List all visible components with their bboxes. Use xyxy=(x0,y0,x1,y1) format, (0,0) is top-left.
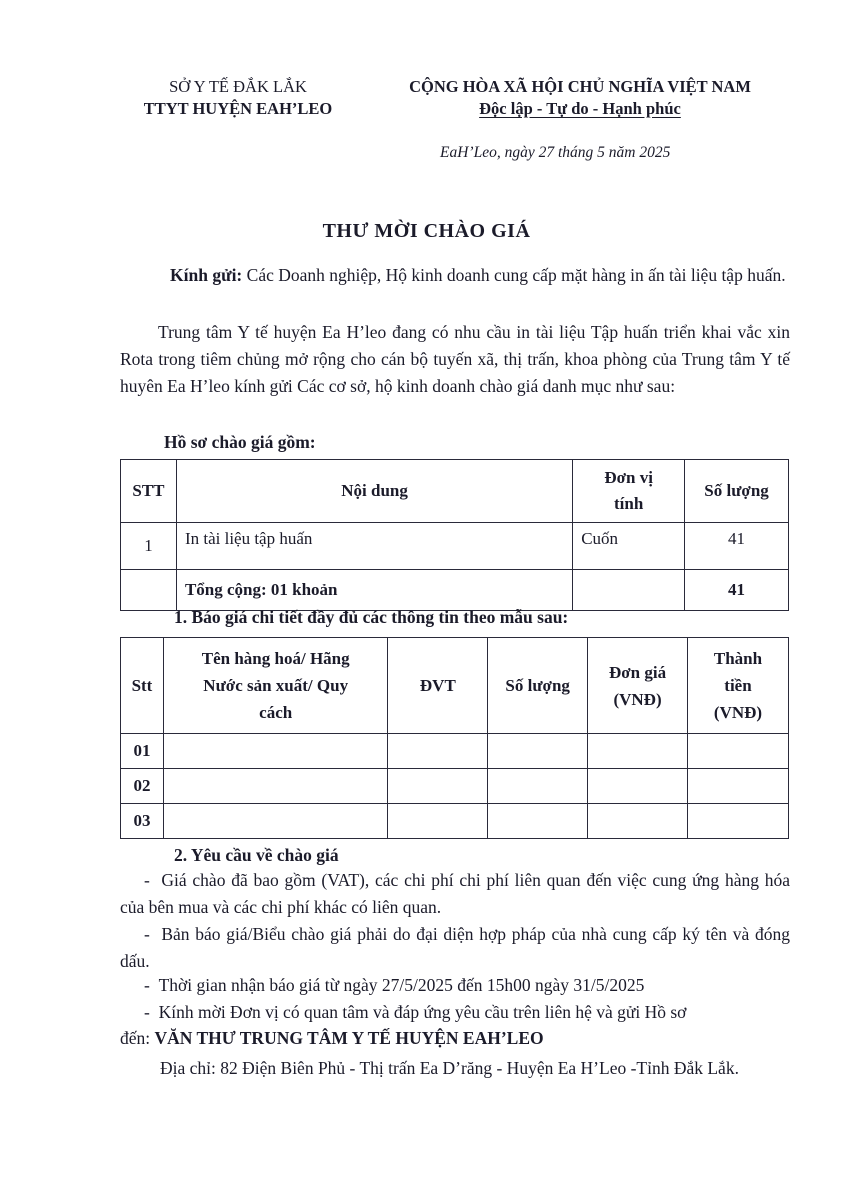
cell-stt: 1 xyxy=(121,523,177,570)
header-quantity: Số lượng xyxy=(685,460,789,523)
cell-empty xyxy=(688,769,789,804)
cell-quantity: 41 xyxy=(685,523,789,570)
bullet-dash: - xyxy=(144,975,159,995)
requirement-text: Bản báo giá/Biểu chào giá phải do đại diện hợp pháp của nhà cung cấp ký tên và đóng dấu. xyxy=(120,924,790,971)
dossier-heading: Hồ sơ chào giá gồm: xyxy=(164,432,316,452)
bullet-dash: - xyxy=(144,870,162,890)
republic-title: CỘNG HÒA XÃ HỘI CHỦ NGHĨA VIỆT NAM xyxy=(409,77,751,96)
national-motto: Độc lập - Tự do - Hạnh phúc xyxy=(479,99,681,118)
quote-template-table xyxy=(120,637,789,839)
header-quantity: Số lượng xyxy=(488,638,588,734)
agency-name: SỞ Y TẾ ĐẮK LẮK xyxy=(169,77,307,96)
cell-empty xyxy=(573,570,685,611)
table-row xyxy=(121,523,789,570)
intro-paragraph: Trung tâm Y tế huyện Ea H’leo đang có nhu cầu in tài liệu Tập huấn triển khai vắc xin Rota trong tiêm chủng mở rộng cho cán bộ tuyến xã, thị trấn, khoa phòng của Trung tâm Y tế huyên Ea H’leo kính gửi Các cơ sở, hộ kinh doanh chào giá danh mục như sau: xyxy=(120,322,790,396)
cell-empty xyxy=(488,769,588,804)
cell-empty xyxy=(163,769,388,804)
address: Địa chỉ: 82 Điện Biên Phủ - Thị trấn Ea D’răng - Huyện Ea H’Leo -Tỉnh Đắk Lắk. xyxy=(160,1058,739,1078)
national-header xyxy=(380,76,780,120)
total-quantity: 41 xyxy=(685,570,789,611)
table-row xyxy=(121,769,789,804)
cell-empty xyxy=(388,734,488,769)
section-2-heading: 2. Yêu cầu về chào giá xyxy=(174,845,339,865)
total-row xyxy=(121,570,789,611)
cell-empty xyxy=(388,769,488,804)
document-title: THƯ MỜI CHÀO GIÁ xyxy=(322,220,531,242)
send-to-recipient: VĂN THƯ TRUNG TÂM Y TẾ HUYỆN EAH’LEO xyxy=(154,1028,544,1048)
requirement-item xyxy=(120,972,790,999)
header-total: Thành tiền (VNĐ) xyxy=(688,638,789,734)
table-header-row xyxy=(121,460,789,523)
section-1-heading: 1. Báo giá chi tiết đầy đủ các thông tin theo mẫu sau: xyxy=(174,607,569,627)
table-row xyxy=(121,804,789,839)
header-unit: ĐVT xyxy=(388,638,488,734)
cell-empty xyxy=(121,570,177,611)
requirement-text: Giá chào đã bao gồm (VAT), các chi phí chi phí liên quan đến việc cung ứng hàng hóa của bên mua và các chi phí khác có liên quan. xyxy=(120,870,790,917)
dossier-table xyxy=(120,459,789,611)
requirement-item xyxy=(120,921,790,975)
organization-name: TTYT HUYỆN EAH’LEO xyxy=(143,99,333,118)
table-row xyxy=(121,734,789,769)
cell-empty xyxy=(488,734,588,769)
row-number: 01 xyxy=(121,734,164,769)
header-unit: Đơn vị tính xyxy=(573,460,685,523)
header-unit-price: Đơn giá (VNĐ) xyxy=(588,638,688,734)
cell-empty xyxy=(588,769,688,804)
agency-header xyxy=(118,76,358,120)
greeting-label: Kính gửi: xyxy=(170,265,243,285)
cell-empty xyxy=(588,804,688,839)
bullet-dash: - xyxy=(144,924,162,944)
cell-empty xyxy=(688,734,789,769)
cell-empty xyxy=(388,804,488,839)
row-number: 03 xyxy=(121,804,164,839)
cell-empty xyxy=(688,804,789,839)
cell-content: In tài liệu tập huấn xyxy=(176,523,572,570)
send-to-prefix: đến: xyxy=(120,1028,155,1048)
cell-empty xyxy=(163,734,388,769)
cell-empty xyxy=(588,734,688,769)
cell-empty xyxy=(488,804,588,839)
document-date: EaH’Leo, ngày 27 tháng 5 năm 2025 xyxy=(440,144,671,161)
header-content: Nội dung xyxy=(176,460,572,523)
bullet-dash: - xyxy=(144,1002,159,1022)
row-number: 02 xyxy=(121,769,164,804)
cell-unit: Cuốn xyxy=(573,523,685,570)
header-product: Tên hàng hoá/ Hãng Nước sản xuất/ Quy cách xyxy=(163,638,388,734)
requirement-text: Thời gian nhận báo giá từ ngày 27/5/2025 đến 15h00 ngày 31/5/2025 xyxy=(158,975,645,995)
header-stt: STT xyxy=(121,460,177,523)
total-label: Tổng cộng: 01 khoản xyxy=(176,570,572,611)
greeting xyxy=(120,262,790,289)
requirement-text: Kính mời Đơn vị có quan tâm và đáp ứng yêu cầu trên liên hệ và gửi Hồ sơ xyxy=(158,1002,687,1022)
cell-empty xyxy=(163,804,388,839)
greeting-text: Các Doanh nghiệp, Hộ kinh doanh cung cấp mặt hàng in ấn tài liệu tập huấn. xyxy=(242,265,786,285)
requirement-item xyxy=(120,999,790,1026)
table-header-row xyxy=(121,638,789,734)
send-to xyxy=(120,1025,790,1052)
header-stt: Stt xyxy=(121,638,164,734)
requirement-item xyxy=(120,867,790,921)
